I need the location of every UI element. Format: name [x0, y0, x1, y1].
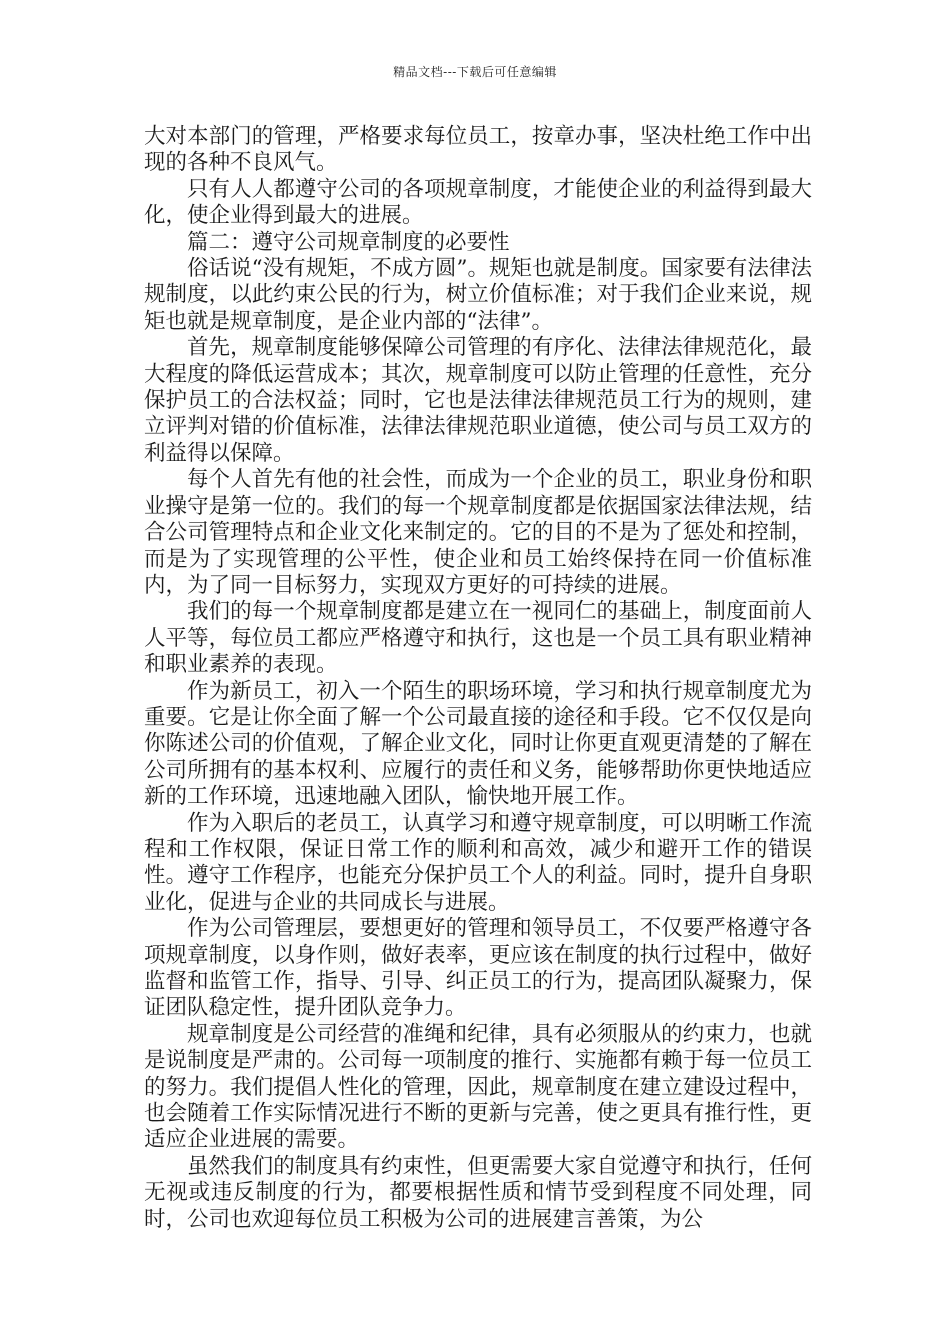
paragraph: 首先，规章制度能够保障公司管理的有序化、法律法律规范化，最大程度的降低运营成本；其次，规章制度可以防止管理的任意性，充分保护员工的合法权益；同时，它也是法律法律规范员工行为的规则，建立评判对错的价值标准，法律法律规范职业道德，使公司与员工双方的利益得以保障。: [144, 335, 812, 466]
paragraph: 我们的每一个规章制度都是建立在一视同仁的基础上，制度面前人人平等，每位员工都应严格遵守和执行，这也是一个员工具有职业精神和职业素养的表现。: [144, 599, 812, 678]
paragraph: 规章制度是公司经营的准绳和纪律，具有必须服从的约束力，也就是说制度是严肃的。公司每一项制度的推行、实施都有赖于每一位员工的努力。我们提倡人性化的管理，因此，规章制度在建立建设过程中，也会随着工作实际情况进行不断的更新与完善，使之更具有推行性，更适应企业进展的需要。: [144, 1021, 812, 1153]
paragraph: 作为公司管理层，要想更好的管理和领导员工，不仅要严格遵守各项规章制度，以身作则，做好表率，更应该在制度的执行过程中，做好监督和监管工作，指导、引导、纠正员工的行为，提高团队凝聚力，保证团队稳定性，提升团队竞争力。: [144, 916, 812, 1021]
page-header: 精品文档---下载后可任意编辑: [393, 65, 557, 79]
paragraph: 只有人人都遵守公司的各项规章制度，才能使企业的利益得到最大化，使企业得到最大的进展。: [144, 176, 812, 229]
paragraph: 大对本部门的管理，严格要求每位员工，按章办事，坚决杜绝工作中出现的各种不良风气。: [144, 124, 812, 176]
paragraph: 每个人首先有他的社会性，而成为一个企业的员工，职业身份和职业操守是第一位的。我们的每一个规章制度都是依据国家法律法规，结合公司管理特点和企业文化来制定的。它的目的不是为了惩处和控制，而是为了实现管理的公平性，使企业和员工始终保持在同一价值标准内，为了同一目标努力，实现双方更好的可持续的进展。: [144, 467, 812, 598]
document-body: [144, 124, 812, 1233]
section-heading: 篇二：遵守公司规章制度的必要性: [187, 229, 510, 255]
paragraph: 作为新员工，初入一个陌生的职场环境，学习和执行规章制度尤为重要。它是让你全面了解一个公司最直接的途径和手段。它不仅仅是向你陈述公司的价值观，了解企业文化，同时让你更直观更清楚的了解在公司所拥有的基本权利、应履行的责任和义务，能够帮助你更快地适应新的工作环境，迅速地融入团队，愉快地开展工作。: [144, 678, 812, 810]
paragraph: 作为入职后的老员工，认真学习和遵守规章制度，可以明晰工作流程和工作权限，保证日常工作的顺利和高效，减少和避开工作的错误性。遵守工作程序，也能充分保护员工个人的利益。同时，提升自身职业化，促进与企业的共同成长与进展。: [144, 810, 812, 915]
paragraph: 俗话说“没有规矩，不成方圆”。规矩也就是制度。国家要有法律法规制度，以此约束公民的行为，树立价值标准；对于我们企业来说，规矩也就是规章制度，是企业内部的“法律”。: [144, 256, 812, 334]
paragraph: 虽然我们的制度具有约束性，但更需要大家自觉遵守和执行，任何无视或违反制度的行为，都要根据性质和情节受到程度不同处理，同时，公司也欢迎每位员工积极为公司的进展建言善策，为公: [144, 1153, 812, 1232]
